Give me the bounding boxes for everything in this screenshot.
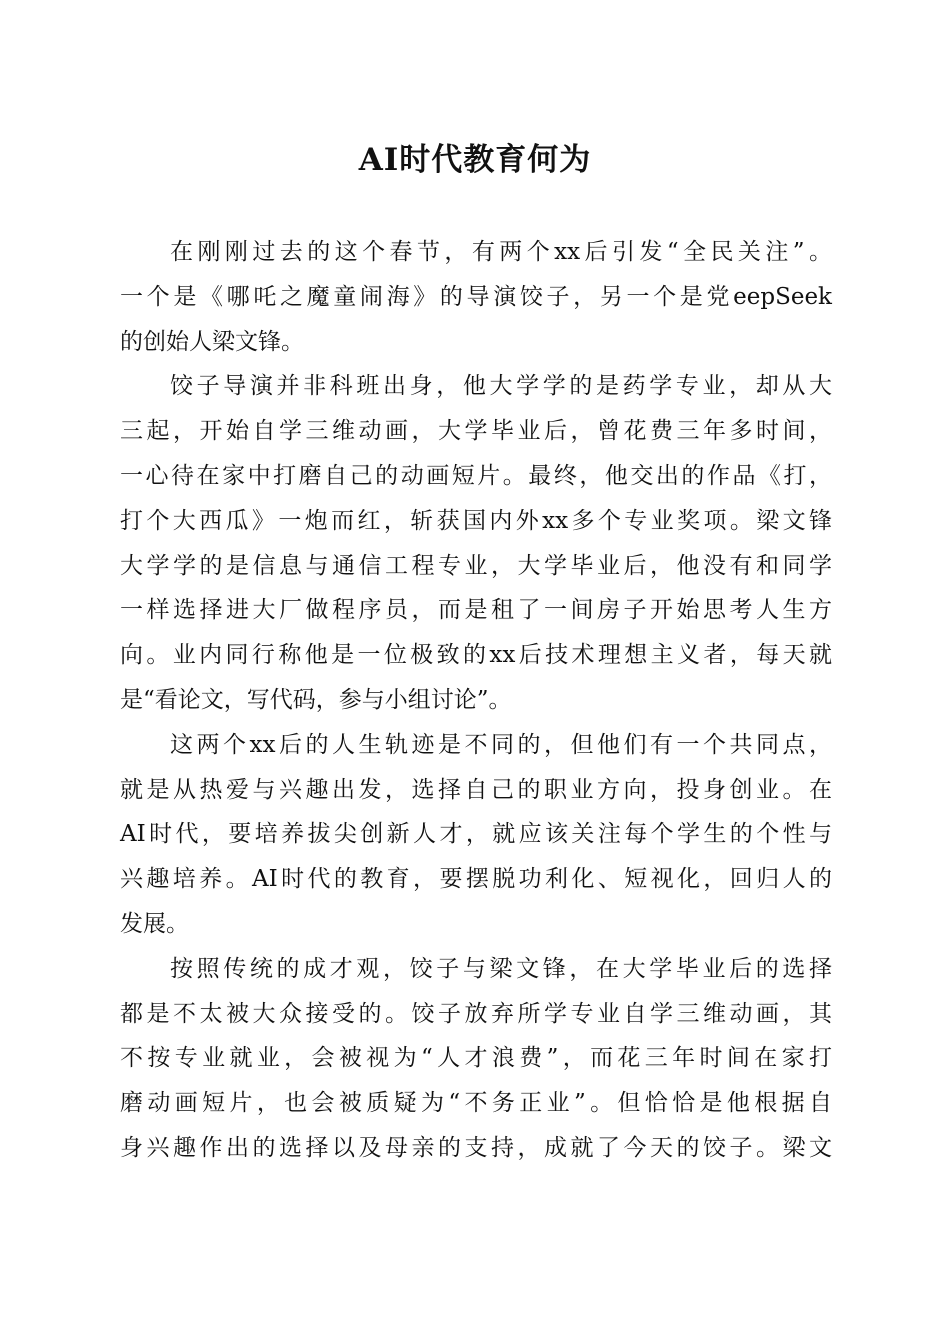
paragraph-line: AI时代，要培养拔尖创新人才，就应该关注每个学生的个性与 bbox=[120, 821, 832, 848]
paragraph-line: 兴趣培养。AI时代的教育，要摆脱功利化、短视化，回归人的 bbox=[120, 866, 832, 893]
paragraph-2 bbox=[120, 364, 832, 722]
paragraph-3 bbox=[120, 723, 832, 947]
paragraph-line: 不按专业就业，会被视为“人才浪费”，而花三年时间在家打 bbox=[120, 1045, 832, 1072]
document-body bbox=[120, 230, 832, 1171]
document-title: AI时代教育何为 bbox=[358, 142, 592, 178]
paragraph-line: 一心待在家中打磨自己的动画短片。最终，他交出的作品《打， bbox=[120, 462, 832, 489]
paragraph-line: 磨动画短片，也会被质疑为“不务正业”。但恰恰是他根据自 bbox=[120, 1090, 832, 1117]
paragraph-line: 的创始人梁文锋。 bbox=[120, 328, 304, 355]
paragraph-line: 向。业内同行称他是一位极致的xx后技术理想主义者，每天就 bbox=[120, 642, 832, 669]
paragraph-line: 按照传统的成才观，饺子与梁文锋，在大学毕业后的选择 bbox=[170, 955, 832, 982]
paragraph-line: 大学学的是信息与通信工程专业，大学毕业后，他没有和同学 bbox=[120, 552, 832, 579]
paragraph-line: 一样选择进大厂做程序员，而是租了一间房子开始思考人生方 bbox=[120, 597, 832, 624]
paragraph-4 bbox=[120, 947, 832, 1171]
paragraph-line: 三起，开始自学三维动画，大学毕业后，曾花费三年多时间， bbox=[120, 418, 832, 445]
paragraph-1 bbox=[120, 230, 832, 364]
paragraph-line: 饺子导演并非科班出身，他大学学的是药学专业，却从大 bbox=[170, 373, 832, 400]
paragraph-line: 发展。 bbox=[120, 910, 189, 937]
paragraph-line: 一个是《哪吒之魔童闹海》的导演饺子，另一个是党eepSeek bbox=[120, 283, 832, 310]
paragraph-line: 都是不太被大众接受的。饺子放弃所学专业自学三维动画，其 bbox=[120, 1000, 832, 1027]
paragraph-line: 就是从热爱与兴趣出发，选择自己的职业方向，投身创业。在 bbox=[120, 776, 832, 803]
paragraph-line: 打个大西瓜》一炮而红，斩获国内外xx多个专业奖项。梁文锋 bbox=[120, 507, 832, 534]
paragraph-line: 这两个xx后的人生轨迹是不同的，但他们有一个共同点， bbox=[170, 731, 832, 758]
paragraph-line: 是“看论文，写代码，参与小组讨论”。 bbox=[120, 686, 512, 713]
paragraph-line: 在刚刚过去的这个春节，有两个xx后引发“全民关注”。 bbox=[170, 239, 832, 265]
paragraph-line: 身兴趣作出的选择以及母亲的支持，成就了今天的饺子。梁文 bbox=[120, 1134, 832, 1161]
